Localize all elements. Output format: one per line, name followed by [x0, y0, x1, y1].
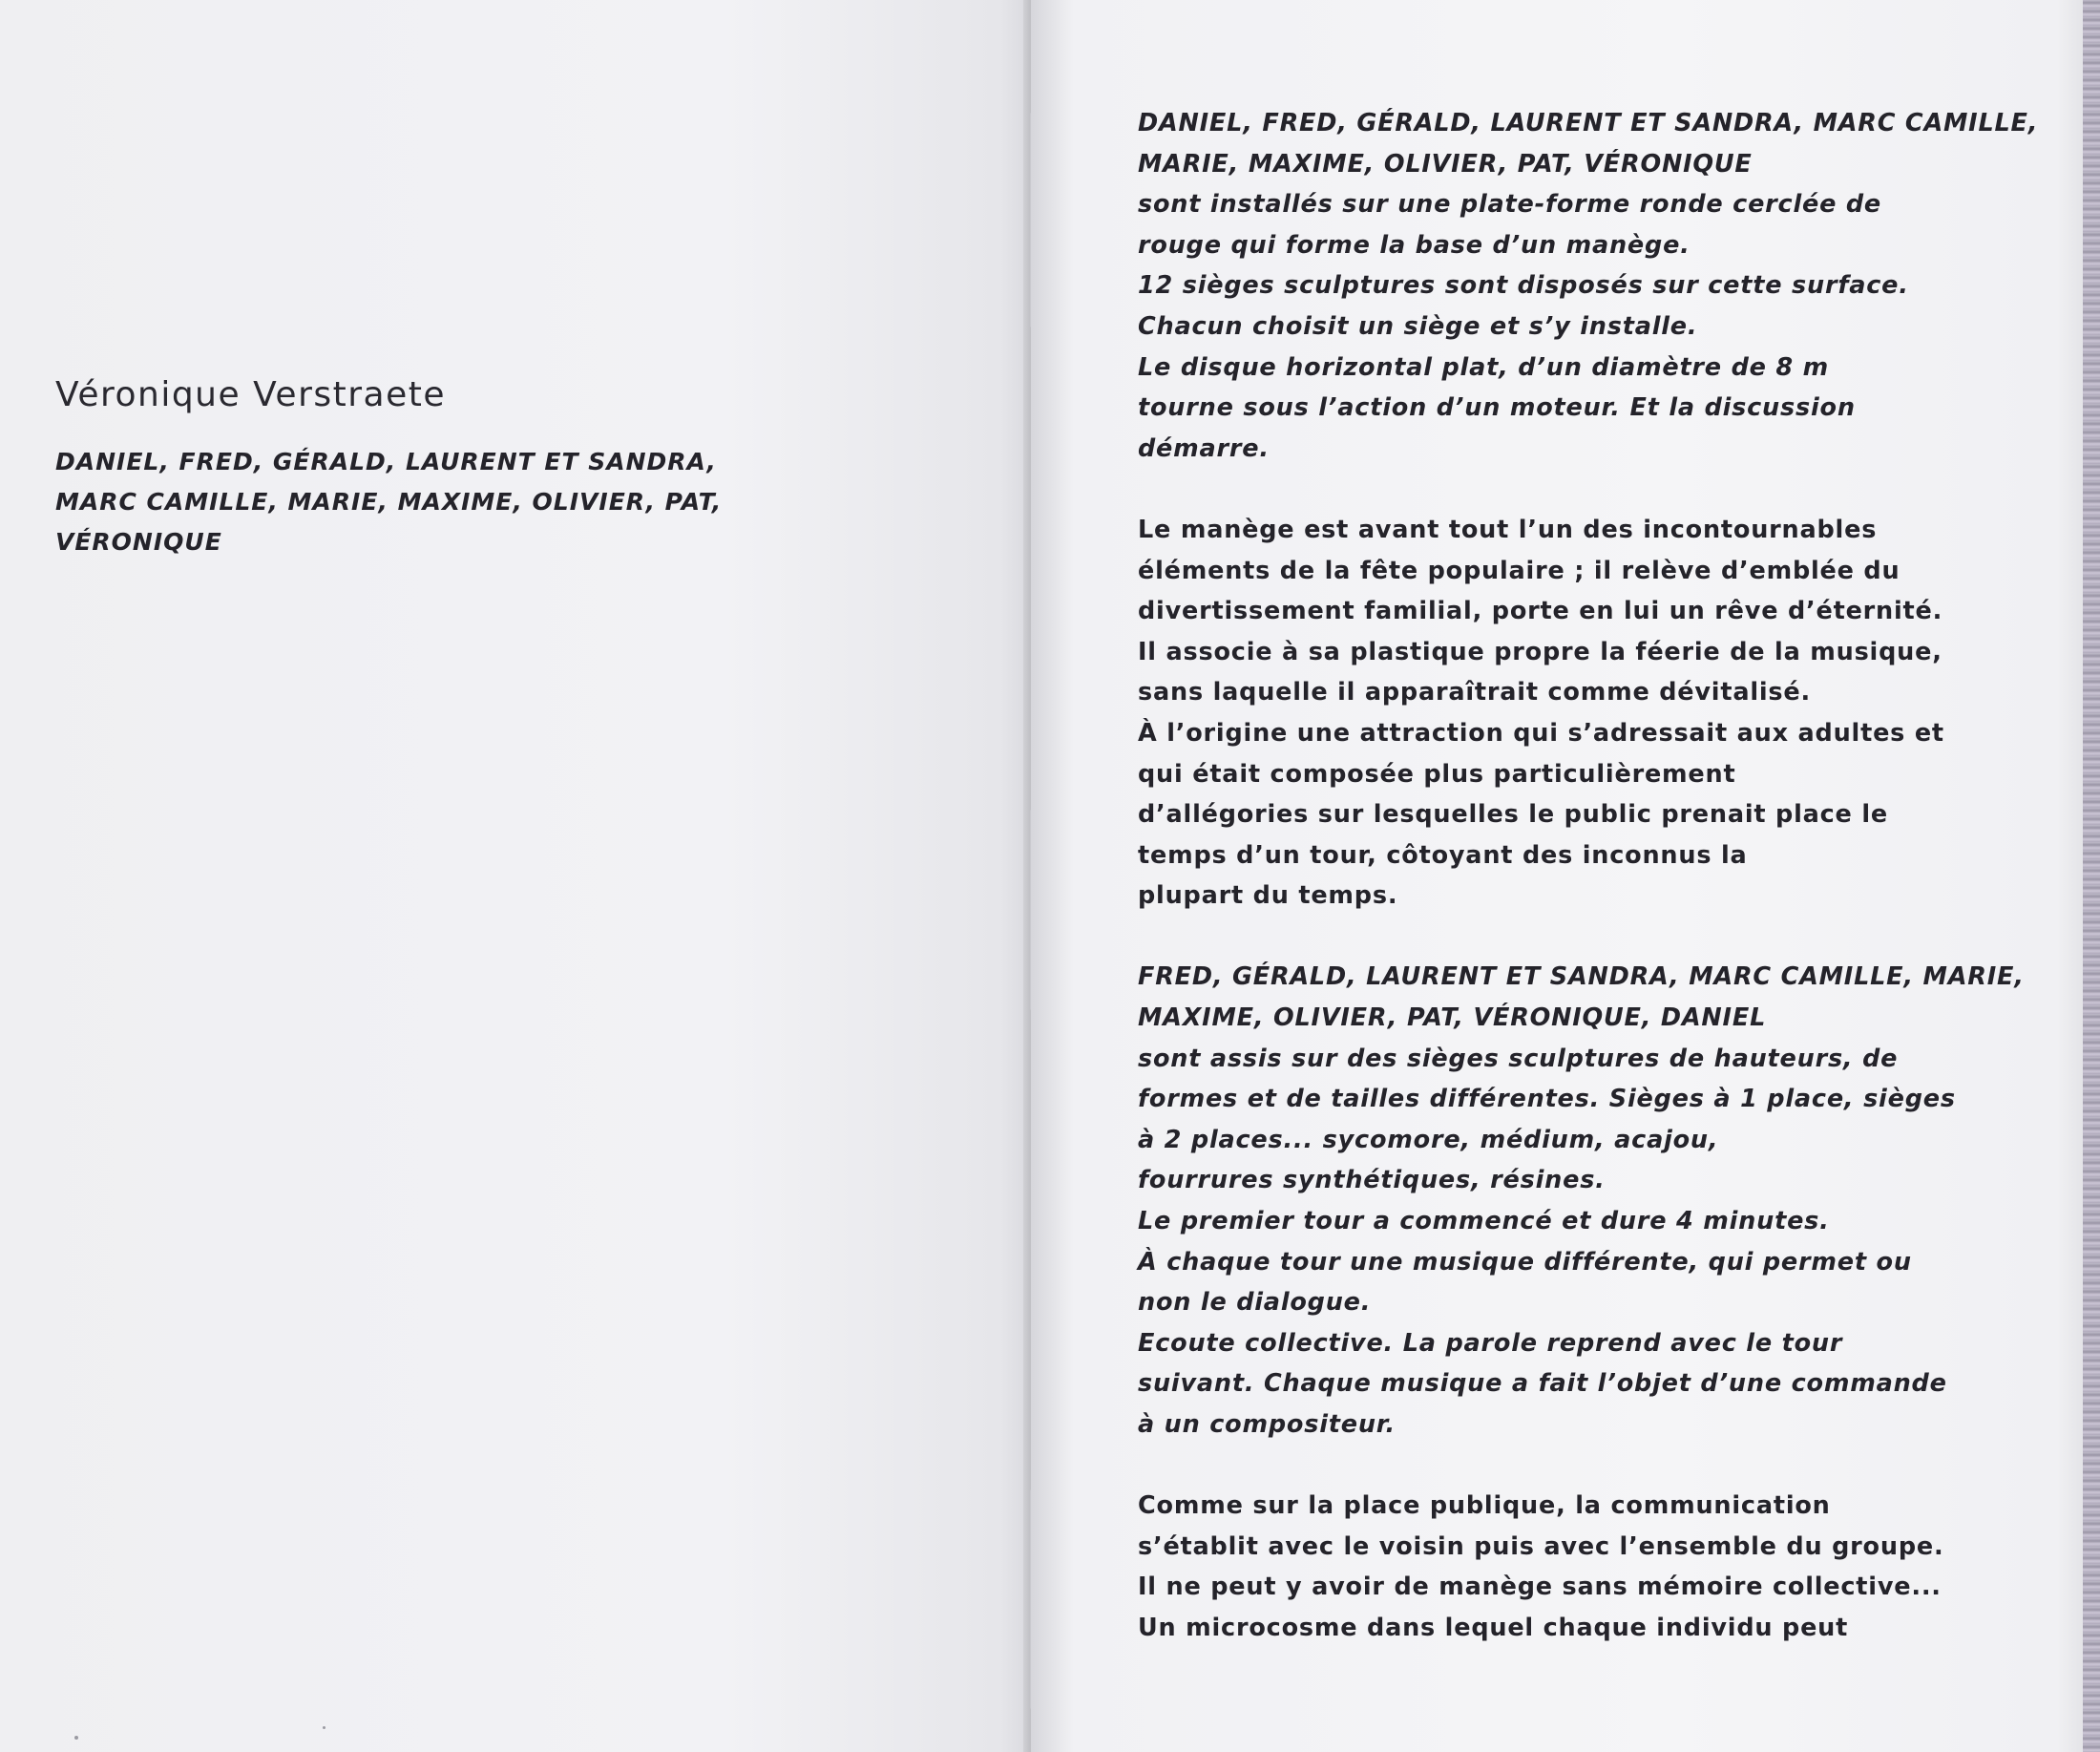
- text-line: tourne sous l’action d’un moteur. Et la discussion: [1138, 393, 1856, 423]
- text-line: fourrures synthétiques, résines.: [1138, 1166, 1606, 1195]
- text-line: Le premier tour a commencé et dure 4 minutes.: [1138, 1207, 1830, 1236]
- left-page: [0, 0, 1031, 1752]
- text-line: à un compositeur.: [1138, 1410, 1396, 1439]
- text-line: démarre.: [1138, 433, 1270, 463]
- paper-speck: [323, 1726, 326, 1729]
- text-line: À chaque tour une musique différente, qui permet ou: [1138, 1247, 1912, 1277]
- text-line: non le dialogue.: [1138, 1288, 1372, 1318]
- text-line: divertissement familial, porte en lui un rêve d’éternité.: [1138, 597, 1943, 626]
- text-line: rouge qui forme la base d’un manège.: [1138, 230, 1690, 260]
- text-line: 12 sièges sculptures sont disposés sur cette surface.: [1138, 271, 1909, 301]
- text-line: suivant. Chaque musique a fait l’objet d’une commande: [1138, 1369, 1947, 1399]
- text-line: s’établit avec le voisin puis avec l’ensemble du groupe.: [1138, 1531, 1944, 1561]
- body-text: [1138, 103, 2039, 1689]
- text-line: MAXIME, OLIVIER, PAT, VÉRONIQUE, DANIEL: [1138, 1003, 1767, 1033]
- paragraph-manege: [1138, 510, 2026, 917]
- paper-speck: [74, 1736, 78, 1740]
- text-line: MARIE, MAXIME, OLIVIER, PAT, VÉRONIQUE: [1138, 149, 1753, 179]
- text-line: Il ne peut y avoir de manège sans mémoire collective...: [1138, 1573, 1942, 1602]
- names-line: VÉRONIQUE: [55, 528, 222, 556]
- page-edge-stack: [2083, 0, 2100, 1752]
- text-line: Le manège est avant tout l’un des incontournables: [1138, 515, 1878, 544]
- text-line: FRED, GÉRALD, LAURENT ET SANDRA, MARC CAMILLE, MARIE,: [1138, 962, 2025, 992]
- text-line: Chacun choisit un siège et s’y installe.: [1138, 311, 1698, 341]
- participant-names: [55, 442, 781, 562]
- text-line: à 2 places... sycomore, médium, acajou,: [1138, 1125, 1719, 1154]
- text-line: sans laquelle il apparaîtrait comme dévitalisé.: [1138, 678, 1811, 707]
- text-line: formes et de tailles différentes. Sièges à 1 place, sièges: [1138, 1085, 1956, 1114]
- paragraph-intro: [1138, 103, 2039, 469]
- text-line: Comme sur la place publique, la communication: [1138, 1491, 1831, 1521]
- text-line: Il associe à sa plastique propre la féerie de la musique,: [1138, 637, 1942, 666]
- paragraph-seats: [1138, 957, 2026, 1445]
- text-line: sont installés sur une plate-forme ronde cerclée de: [1138, 190, 1882, 220]
- right-page: [1031, 0, 2100, 1752]
- paragraph-communication: [1138, 1486, 2026, 1648]
- text-line: sont assis sur des sièges sculptures de hauteurs, de: [1138, 1044, 1899, 1073]
- text-line: Ecoute collective. La parole reprend avec le tour: [1138, 1328, 1843, 1358]
- text-line: Un microcosme dans lequel chaque individu peut: [1138, 1613, 1849, 1642]
- names-line: DANIEL, FRED, GÉRALD, LAURENT ET SANDRA,: [55, 448, 717, 475]
- text-line: éléments de la fête populaire ; il relève d’emblée du: [1138, 556, 1900, 585]
- text-line: plupart du temps.: [1138, 881, 1398, 911]
- text-line: Le disque horizontal plat, d’un diamètre de 8 m: [1138, 352, 1829, 382]
- text-line: qui était composée plus particulièrement: [1138, 759, 1736, 789]
- text-line: DANIEL, FRED, GÉRALD, LAURENT ET SANDRA, MARC CAMILLE,: [1138, 109, 2039, 137]
- text-line: temps d’un tour, côtoyant des inconnus la: [1138, 840, 1748, 870]
- names-line: MARC CAMILLE, MARIE, MAXIME, OLIVIER, PAT,: [55, 488, 723, 516]
- author-name: Véronique Verstraete: [55, 375, 447, 414]
- text-line: d’allégories sur lesquelles le public prenait place le: [1138, 800, 1888, 830]
- text-line: À l’origine une attraction qui s’adressait aux adultes et: [1138, 718, 1944, 748]
